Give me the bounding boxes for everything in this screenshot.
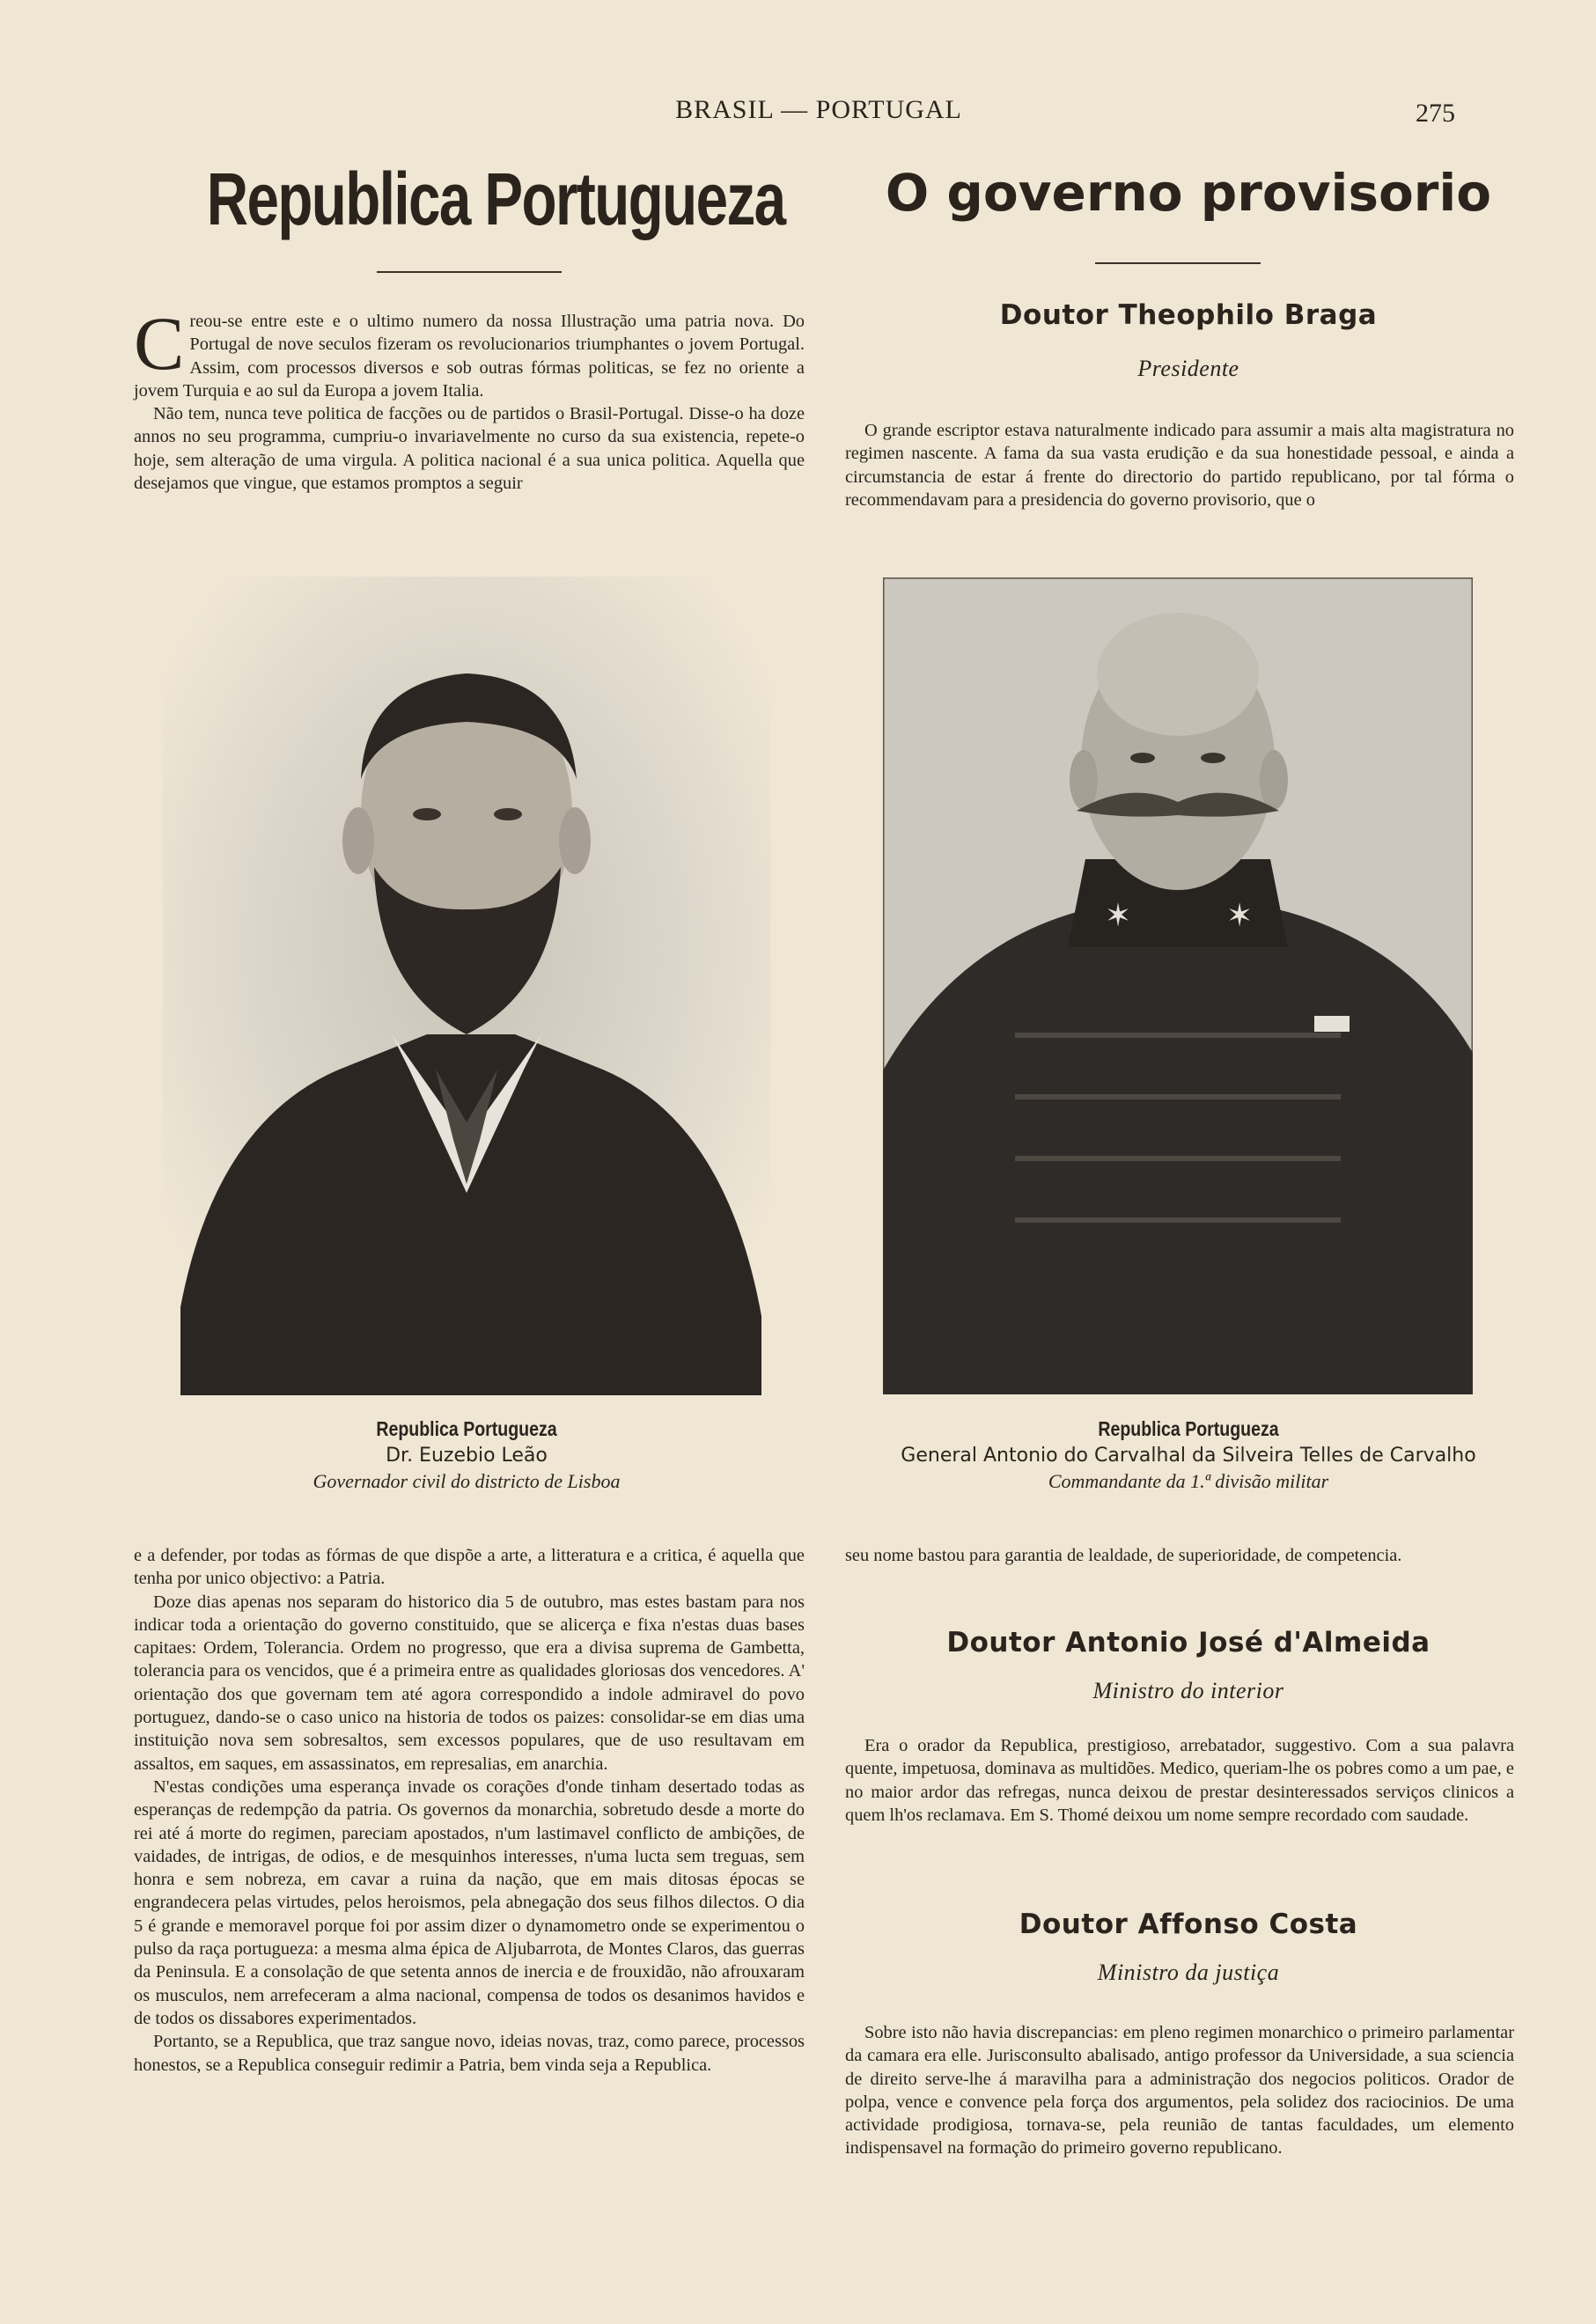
portrait-general-carvalhal — [883, 577, 1473, 1394]
caption-right-name: General Antonio do Carvalhal da Silveira Telles de Carvalho — [901, 1445, 1476, 1467]
continuation-paragraph-3: N'estas condições uma esperança invade os corações d'onde tinham desertado todas as esperanças de redempção da patria. Os governos da monarchia, sobretudo desde a morte do rei até á morte do regimen, pareciam apostados, n'um lastimavel conflicto de ambições, de vaidades, de intrigas, de odios, e de mesquinhos interesses, n'uma lucta sem treguas, sem honra e sem nobreza, em cavar a ruina da nação, que em mais ditosas épocas se engrandecera pelas virtudes, pelos heroismos, pela abnegação dos seus filhos dilectos. O dia 5 é grande e memoravel porque foi por assim dizer o dynamometro onde se experimentou o pulso da raça portugueza: a mesma alma épica de Aljubarrota, de Montes Claros, das guerras da Peninsula. E a consolação de que setenta annos de inercia e de frouxidão, não afrouxaram os musculos, nem arrefeceram a alma nacional, compensa de todos os desanimos havidos e de todos os dissabores experimentados. — [134, 1776, 805, 2028]
continuation-paragraph-2: Doze dias apenas nos separam do historico dia 5 de outubro, mas estes bastam para nos indicar toda a orientação do governo constituido, que se alicerça e fixa n'estas duas bases capitaes: Ordem, Tolerancia. Ordem no progresso, que era a divisa suprema de Gambetta, tolerancia para os vencidos, que é a primeira entre as qualidades gloriosas dos vencedores. A' orientação dos que governam tem até agora correspondido a indole admiravel do povo portuguez, dando-se o caso unico na historia de todos os paizes: consolidar-se em dias uma instituição nova sem sobresaltos, sem excessos populares, que de uso resultavam em assaltos, em saques, em assassinatos, em represalias, em anarchia. — [134, 1592, 805, 1774]
svg-text:✶: ✶ — [1226, 898, 1254, 934]
intro-paragraph-1: reou-se entre este e o ultimo numero da nossa Illustração uma patria nova. Do Portugal de nove seculos fizeram os revolucionarios triumphantes o jovem Portugal. Assim, com processos diversos e sob outras fórmas politicas, se fez no oriente a jovem Turquia e ao sul da Europa a jovem Italia. — [134, 312, 805, 401]
left-title-rule — [377, 271, 562, 273]
continuation-paragraph-1: e a defender, por todas as fórmas de que dispõe a arte, a litteratura e a critica, é aquella que tenha por unico objectivo: a Patria. — [134, 1546, 805, 1589]
section2-paragraph: Era o orador da Republica, prestigioso, arrebatador, suggestivo. Com a sua palavra quente, impetuosa, dominava as multidões. Medico, queriam-lhe os pobres como a um pae, e no maior ardor das refregas, nunca deixou de prestar desinteressados serviços clinicos a quem lh'os reclamava. Em S. Thomé deixou um nome sempre recordado com saudade. — [845, 1736, 1514, 1825]
right-title: O governo provisorio — [885, 163, 1492, 223]
section1-text — [845, 419, 1514, 511]
section-heading-almeida: Doutor Antonio José d'Almeida — [946, 1627, 1431, 1658]
caption-left-name: Dr. Euzebio Leão — [386, 1445, 548, 1467]
section1-paragraph: O grande escriptor estava naturalmente indicado para assumir a mais alta magistratura no regimen nascente. A fama da sua vasta erudição e da sua honestidade pessoal, e ainda a circumstancia de estar á frente do directorio do partido republicano, por tal fórma o recommendavam para a presidencia do governo provisorio, que o — [845, 421, 1514, 510]
section-subheading-presidente: Presidente — [1137, 356, 1239, 381]
section-heading-theophilo: Doutor Theophilo Braga — [999, 299, 1378, 331]
caption-right-title: Republica Portugueza — [1098, 1417, 1279, 1440]
section-subheading-interior: Ministro do interior — [1092, 1678, 1284, 1703]
left-intro-text — [134, 301, 805, 495]
right-title-rule — [1095, 262, 1261, 264]
section2-text — [845, 1734, 1514, 1827]
caption-left-role: Governador civil do districto de Lisboa — [313, 1470, 621, 1492]
running-title: BRASIL — PORTUGAL — [675, 95, 962, 124]
left-title: Republica Portugueza — [206, 158, 785, 240]
continuation-paragraph-4: Portanto, se a Republica, que traz sangue novo, ideias novas, traz, como parece, processos honestos, se a Republica conseguir redimir a Patria, bem vinda seja a Republica. — [134, 2032, 805, 2075]
section1-continuation-paragraph: seu nome bastou para garantia de lealdade, de superioridade, de competencia. — [845, 1546, 1402, 1565]
section-subheading-justica: Ministro da justiça — [1097, 1960, 1280, 1985]
portrait-euzebio-leao — [163, 577, 770, 1395]
caption-left-title: Republica Portugueza — [376, 1417, 557, 1440]
dropcap: C — [134, 301, 185, 386]
svg-text:✶: ✶ — [1105, 898, 1132, 934]
page-number: 275 — [1416, 99, 1455, 128]
caption-left — [163, 1417, 770, 1493]
section3-text — [845, 2021, 1514, 2160]
section3-paragraph: Sobre isto não havia discrepancias: em pleno regimen monarchico o primeiro parlamentar da camara era elle. Jurisconsulto abalisado, antigo professor da Universidade, a sua sciencia de direito serve-lhe á maravilha para a administração dos negocios politicos. Orador de polpa, vence e convence pela força dos argumentos, pela solidez dos raciocinios. De uma actividade prodigiosa, tornava-se, pela reunião de tantas faculdades, um elemento indispensavel na formação do primeiro governo republicano. — [845, 2023, 1514, 2159]
caption-right-role: Commandante da 1.ª divisão militar — [1048, 1470, 1329, 1492]
left-continuation-text — [134, 1544, 805, 2077]
intro-paragraph-2: Não tem, nunca teve politica de facções ou de partidos o Brasil-Portugal. Disse-o ha doze annos no seu programma, cumpriu-o invariavelmente no curso da sua existencia, repete-o hoje, sem alteração de uma virgula. A politica nacional é a sua unica politica. Aquella que desejamos que vingue, que estamos promptos a seguir — [134, 404, 805, 494]
caption-right — [845, 1417, 1532, 1493]
section1-continuation — [845, 1544, 1514, 1567]
section-heading-costa: Doutor Affonso Costa — [1019, 1908, 1358, 1940]
